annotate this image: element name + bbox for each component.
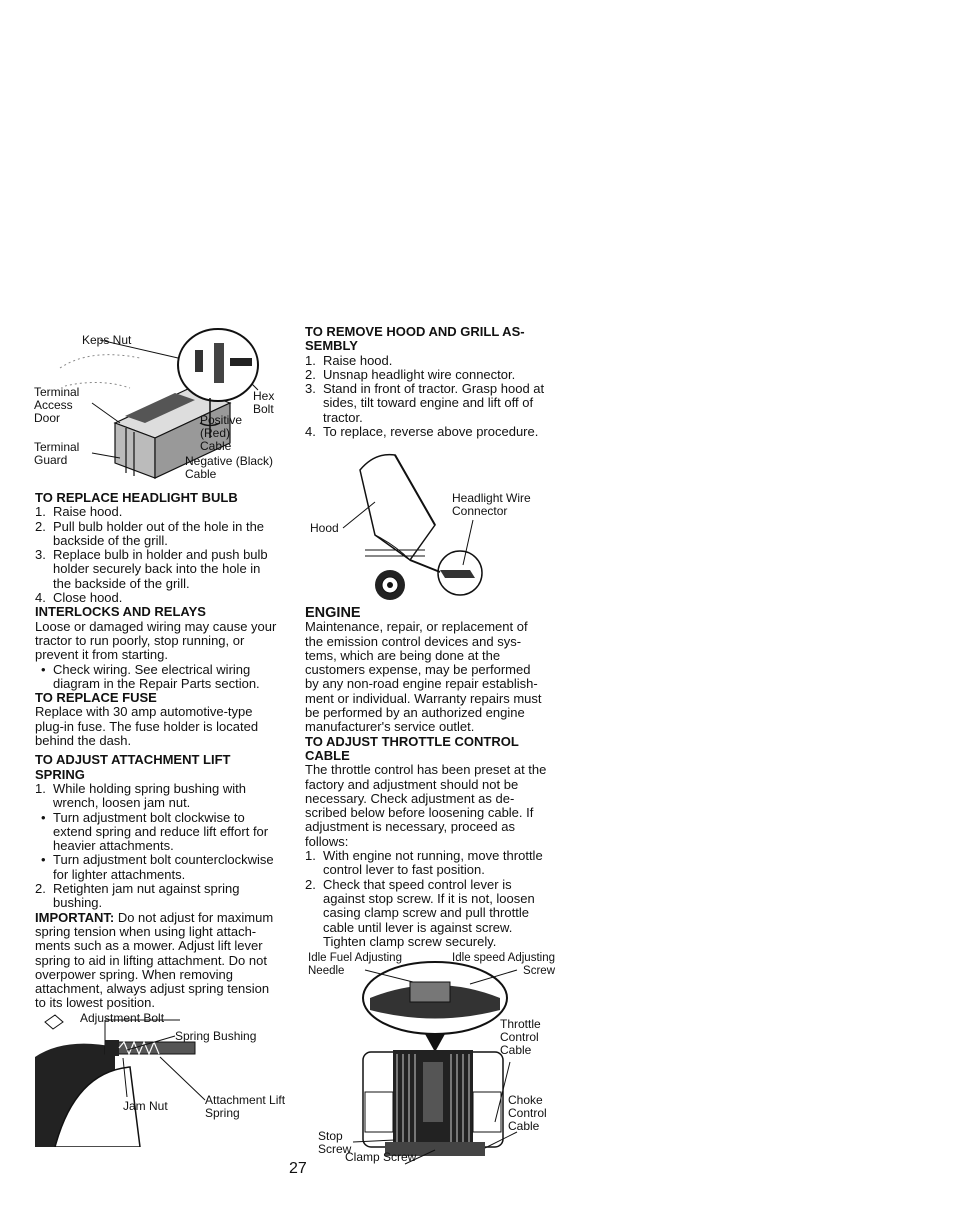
lift-spring-bullets	[35, 811, 287, 882]
list-item: 4. Close hood.	[35, 590, 123, 606]
list-item: 1. Raise hood.	[305, 352, 393, 368]
left-column	[35, 491, 287, 1011]
idle-speed-screw-label: Idle speed Adjusting Screw	[452, 952, 555, 977]
list-item: • Turn adjustment bolt clockwise to extend spring and reduce lift effort for heavier attachments.	[41, 809, 269, 854]
list-item: • Turn adjustment bolt counterclockwise for lighter attachments.	[41, 852, 274, 882]
hood-figure	[305, 450, 565, 605]
lift-spring-steps	[35, 782, 287, 811]
fuse-title: TO REPLACE FUSE	[35, 690, 157, 706]
hood-steps	[305, 354, 565, 440]
interlocks-text: Loose or damaged wiring may cause your tractor to run poorly, stop running, or prevent it from starting.	[35, 618, 277, 663]
list-item: 4. To replace, reverse above procedure.	[305, 424, 539, 440]
throttle-steps	[305, 849, 565, 949]
hood-title: TO REMOVE HOOD AND GRILL AS- SEMBLY	[305, 324, 525, 354]
stop-screw-label: Stop Screw	[318, 1129, 352, 1156]
throttle-title: TO ADJUST THROTTLE CONTROL CABLE	[305, 733, 519, 763]
hex-bolt-label: Hex Bolt	[253, 389, 275, 416]
jam-nut-label: Jam Nut	[123, 1099, 168, 1113]
hood-section	[305, 325, 565, 439]
list-item: 2. Check that speed control lever is against stop screw. If it is not, loosen casing clamp screw and pull throttle cable until lever is against screw. Tighten clamp screw securely.	[305, 876, 535, 949]
list-item: 1. While holding spring bushing with wrench, loosen jam nut.	[35, 780, 246, 811]
right-column	[305, 606, 565, 949]
terminal-access-door-label: Terminal Access Door	[34, 385, 80, 425]
spring-figure	[35, 1012, 295, 1147]
page-number: 27	[289, 1160, 307, 1177]
important-note: IMPORTANT: Do not adjust for maximum spring tension when using light attach- ments such as a mower. Adjust lift lever spring to aid in lifting attachment. Do not overpower spring. When removing attachment, always adjust spring tension to its lowest position.	[35, 909, 274, 1011]
engine-figure	[305, 952, 565, 1167]
list-item: 1. Raise hood.	[35, 504, 123, 520]
fuse-text: Replace with 30 amp automotive-type plug-in fuse. The fuse holder is located behind the dash.	[35, 704, 259, 749]
lift-spring-title: TO ADJUST ATTACHMENT LIFT SPRING	[35, 752, 231, 782]
engine-title: ENGINE	[305, 605, 361, 621]
lift-spring-step2	[35, 882, 287, 911]
hood-label: Hood	[310, 521, 339, 535]
battery-figure	[30, 328, 290, 488]
headlight-title: TO REPLACE HEADLIGHT BULB	[35, 490, 238, 505]
list-item: • Check wiring. See electrical wiring diagram in the Repair Parts section.	[41, 661, 260, 691]
spring-bushing-label: Spring Bushing	[175, 1029, 257, 1043]
clamp-screw-label: Clamp Screw	[345, 1150, 417, 1164]
interlocks-title: INTERLOCKS AND RELAYS	[35, 604, 206, 620]
list-item: 2. Pull bulb holder out of the hole in the backside of the grill.	[35, 518, 265, 548]
hood-illustration	[305, 450, 565, 605]
throttle-text: The throttle control has been preset at the factory and adjustment should not be necessary. Check adjustment as de- scribed below before loosening cable. If adjustment is necessary, proceed as follows:	[305, 762, 547, 849]
terminal-guard-label: Terminal Guard	[34, 440, 80, 467]
engine-text: Maintenance, repair, or replacement of the emission control devices and sys- tems, which are being done at the customers expense, may be performed by any non-road engine repair establish- ment or individual. Warranty repairs must be performed by an authorized engine manufacturer's service outlet.	[305, 619, 542, 735]
keps-nut-label: Keps Nut	[82, 333, 132, 347]
throttle-cable-label: Throttle Control Cable	[500, 1017, 541, 1057]
list-item: 3. Replace bulb in holder and push bulb holder securely back into the hole in the backside of the grill.	[35, 547, 268, 591]
list-item: 1. With engine not running, move throttle control lever to fast position.	[305, 848, 543, 878]
attachment-lift-spring-label: Attachment Lift Spring	[205, 1093, 286, 1120]
list-item: 2. Retighten jam nut against spring bushing.	[35, 881, 240, 911]
headlight-connector-label: Headlight Wire Connector	[452, 491, 531, 518]
positive-cable-label: Positive (Red) Cable	[200, 413, 243, 453]
list-item: 2. Unsnap headlight wire connector.	[305, 366, 516, 382]
choke-cable-label: Choke Control Cable	[508, 1093, 547, 1133]
interlocks-bullets	[35, 663, 287, 692]
headlight-steps	[35, 505, 287, 605]
adjustment-bolt-label: Adjustment Bolt	[80, 1011, 165, 1025]
idle-fuel-needle-label: Idle Fuel Adjusting Needle	[308, 952, 402, 977]
list-item: 3. Stand in front of tractor. Grasp hood at sides, tilt toward engine and lift off of tractor.	[305, 381, 545, 425]
negative-cable-label: Negative (Black) Cable	[185, 454, 274, 481]
